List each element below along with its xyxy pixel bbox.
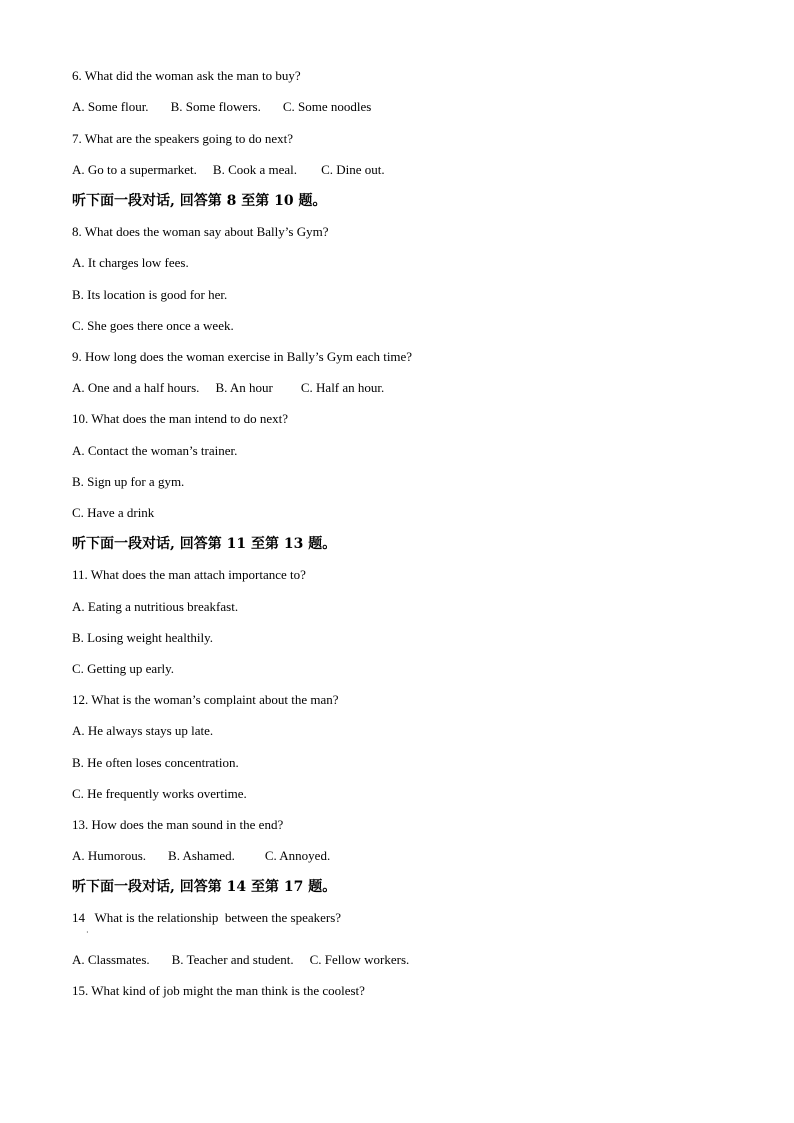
question-15: 15. What kind of job might the man think is the coolest? [72, 983, 365, 998]
question-13: 13. How does the man sound in the end? [72, 817, 284, 832]
option-9c: C. Half an hour. [300, 380, 385, 395]
section-heading-11-13: 听下面一段对话, 回答第 11 至第 13 题。 [72, 536, 337, 552]
option-8a: A. It charges low fees. [72, 255, 189, 270]
question-12: 12. What is the woman’s complaint about the man? [72, 692, 339, 707]
question-7: 7. What are the speakers going to do next? [72, 131, 294, 146]
option-7b: B. Cook a meal. [212, 162, 298, 177]
stray-dot-mark: · [86, 928, 89, 937]
options-6 [72, 99, 371, 115]
question-8: 8. What does the woman say about Bally’s Gym? [72, 224, 329, 239]
option-10b: B. Sign up for a gym. [72, 474, 185, 489]
question-9: 9. How long does the woman exercise in Bally’s Gym each time? [72, 349, 413, 364]
options-9 [72, 380, 384, 396]
option-12c: C. He frequently works overtime. [72, 786, 247, 801]
option-11b: B. Losing weight healthily. [72, 630, 214, 645]
option-10c: C. Have a drink [72, 505, 155, 520]
option-8c: C. She goes there once a week. [72, 318, 234, 333]
option-7a: A. Go to a supermarket. [72, 162, 197, 177]
section-heading-14-17: 听下面一段对话, 回答第 14 至第 17 题。 [72, 879, 337, 895]
question-14: 14 What is the relationship between the speakers? [72, 910, 342, 925]
options-7 [72, 162, 385, 178]
section-heading-8-10: 听下面一段对话, 回答第 8 至第 10 题。 [72, 193, 327, 209]
option-6c: C. Some noodles [282, 99, 372, 114]
option-11c: C. Getting up early. [72, 661, 175, 676]
option-12b: B. He often loses concentration. [72, 755, 239, 770]
question-11: 11. What does the man attach importance to? [72, 567, 306, 582]
option-13b: B. Ashamed. [168, 848, 235, 863]
option-14b: B. Teacher and student. [171, 952, 294, 967]
option-9b: B. An hour [215, 380, 273, 395]
option-6a: A. Some flour. [72, 99, 149, 114]
option-7c: C. Dine out. [321, 162, 385, 177]
options-13 [72, 848, 330, 864]
option-11a: A. Eating a nutritious breakfast. [72, 599, 239, 614]
question-6: 6. What did the woman ask the man to buy? [72, 68, 301, 83]
option-13c: C. Annoyed. [264, 848, 331, 863]
option-14a: A. Classmates. [72, 952, 150, 967]
option-14c: C. Fellow workers. [309, 952, 410, 967]
option-6b: B. Some flowers. [170, 99, 261, 114]
option-13a: A. Humorous. [72, 848, 147, 863]
option-10a: A. Contact the woman’s trainer. [72, 443, 238, 458]
option-8b: B. Its location is good for her. [72, 287, 228, 302]
option-12a: A. He always stays up late. [72, 723, 214, 738]
question-10: 10. What does the man intend to do next? [72, 411, 289, 426]
options-14 [72, 952, 409, 968]
option-9a: A. One and a half hours. [72, 380, 200, 395]
